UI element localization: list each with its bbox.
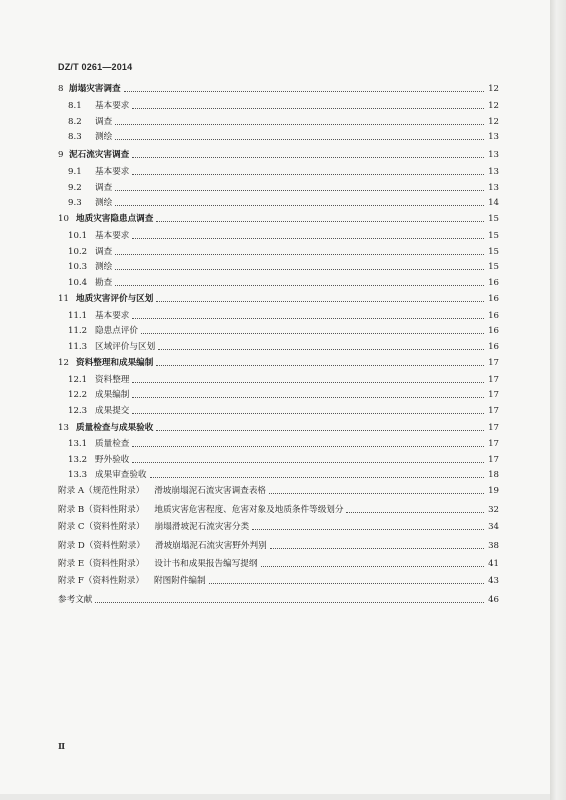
- toc-entry-title: 测绘: [95, 132, 113, 142]
- toc-entry: [68, 274, 499, 288]
- toc-leader-dots: [132, 316, 484, 319]
- toc-entry-page: 17: [488, 455, 499, 465]
- toc-entry-title: 崩塌滑坡泥石流灾害分类: [154, 522, 250, 532]
- toc-entry-title: 资料整理: [95, 375, 130, 385]
- toc-leader-dots: [132, 155, 484, 158]
- toc-entry-page: 17: [488, 423, 499, 433]
- toc-entry: [68, 258, 499, 272]
- toc-leader-dots: [115, 122, 484, 125]
- toc-entry-title: 基本要求: [95, 311, 130, 321]
- toc-entry-number: 9.2: [68, 183, 82, 193]
- toc-entry-page: 43: [488, 576, 499, 586]
- toc-entry-page: 15: [488, 247, 499, 257]
- toc-entry-number: 8.3: [68, 132, 82, 142]
- toc-entry-page: 13: [488, 167, 499, 177]
- toc-entry-number: 10.3: [68, 262, 88, 272]
- toc-leader-dots: [132, 236, 484, 239]
- toc-entry-number: 11.3: [68, 342, 88, 352]
- toc-entry-title: 测绘: [95, 198, 113, 208]
- toc-entry: [68, 338, 499, 352]
- toc-leader-dots: [156, 299, 484, 302]
- toc-entry-number: 9.3: [68, 198, 82, 208]
- toc-entry-title: 资料整理和成果编制: [76, 358, 154, 368]
- toc-leader-dots: [269, 491, 484, 494]
- toc-leader-dots: [270, 546, 484, 549]
- toc-entry-title: 滑坡崩塌泥石流灾害调查表格: [154, 486, 267, 496]
- toc-entry-page: 32: [488, 505, 499, 515]
- toc-entry-number: 附录 E（资料性附录）: [58, 559, 145, 569]
- toc-entry-title: 基本要求: [95, 167, 130, 177]
- toc-entry: [58, 591, 499, 605]
- toc-entry-page: 38: [488, 541, 499, 551]
- toc-entry-title: 成果审查验收: [95, 470, 147, 480]
- toc-entry-number: 10.2: [68, 247, 88, 257]
- toc-entry: [68, 179, 499, 193]
- toc-entry-page: 12: [488, 117, 499, 127]
- toc-entry: [68, 243, 499, 257]
- toc-entry-title: 参考文献: [58, 595, 93, 605]
- toc-entry-title: 附图附件编制: [154, 576, 206, 586]
- toc-entry-number: 10.1: [68, 231, 88, 241]
- toc-entry: [68, 402, 499, 416]
- toc-leader-dots: [346, 510, 484, 513]
- toc-leader-dots: [156, 428, 484, 431]
- toc-entry-page: 17: [488, 406, 499, 416]
- toc-entry-page: 16: [488, 278, 499, 288]
- toc-entry-number: 12: [58, 358, 69, 368]
- toc-entry-title: 地质灾害评价与区划: [76, 294, 154, 304]
- toc-entry-page: 14: [488, 198, 499, 208]
- toc-entry-page: 16: [488, 294, 499, 304]
- toc-entry-page: 17: [488, 390, 499, 400]
- toc-leader-dots: [261, 564, 485, 567]
- toc-entry-title: 地质灾害隐患点调查: [76, 214, 154, 224]
- toc-entry-page: 12: [488, 101, 499, 111]
- toc-leader-dots: [132, 444, 484, 447]
- toc-entry-page: 17: [488, 358, 499, 368]
- toc-entry-page: 13: [488, 150, 499, 160]
- toc-entry-title: 基本要求: [95, 101, 130, 111]
- toc-entry-number: 10: [58, 214, 69, 224]
- toc-entry: [58, 518, 499, 532]
- toc-entry: [68, 194, 499, 208]
- toc-leader-dots: [132, 411, 484, 414]
- toc-entry-number: 11.1: [68, 311, 88, 321]
- toc-entry: [68, 307, 499, 321]
- toc-entry-number: 附录 A（规范性附录）: [58, 486, 145, 496]
- toc-entry: [68, 466, 499, 480]
- toc-entry-title: 隐患点评价: [95, 326, 138, 336]
- toc-entry-number: 12.3: [68, 406, 88, 416]
- toc-entry-page: 13: [488, 183, 499, 193]
- toc-entry-page: 15: [488, 231, 499, 241]
- toc-entry-page: 16: [488, 326, 499, 336]
- toc-entry-title: 区域评价与区划: [95, 342, 156, 352]
- toc-entry-page: 17: [488, 439, 499, 449]
- toc-entry-number: 13.3: [68, 470, 88, 480]
- toc-entry-page: 16: [488, 342, 499, 352]
- toc-leader-dots: [252, 527, 484, 530]
- toc-entry-title: 崩塌灾害调查: [69, 84, 121, 94]
- toc-entry-title: 调查: [95, 247, 113, 257]
- toc-entry: [68, 163, 499, 177]
- toc-entry-page: 15: [488, 262, 499, 272]
- toc-entry-title: 野外验收: [95, 455, 130, 465]
- toc-entry-number: 附录 B（资料性附录）: [58, 505, 145, 515]
- toc-leader-dots: [150, 475, 484, 478]
- toc-entry: [58, 572, 499, 586]
- toc-entry-number: 8.2: [68, 117, 82, 127]
- toc-leader-dots: [115, 283, 484, 286]
- toc-entry-number: 12.1: [68, 375, 88, 385]
- toc-entry: [58, 146, 499, 160]
- toc-entry-number: 8: [58, 84, 64, 94]
- toc-leader-dots: [156, 363, 484, 366]
- toc-entry-number: 9.1: [68, 167, 82, 177]
- toc-leader-dots: [115, 252, 484, 255]
- toc-entry: [68, 322, 499, 336]
- toc-entry-title: 调查: [95, 183, 113, 193]
- toc-entry-title: 滑坡崩塌泥石流灾害野外判别: [154, 541, 267, 551]
- toc-entry-page: 12: [488, 84, 499, 94]
- toc-entry-number: 11.2: [68, 326, 88, 336]
- toc-entry-title: 设计书和成果报告编写提纲: [154, 559, 258, 569]
- toc-entry: [58, 210, 499, 224]
- toc-leader-dots: [132, 395, 484, 398]
- toc-entry-number: 10.4: [68, 278, 88, 288]
- toc-entry-number: 13.1: [68, 439, 88, 449]
- toc-entry-number: 13: [58, 423, 69, 433]
- toc-entry: [58, 80, 499, 94]
- toc-entry-title: 泥石流灾害调查: [69, 150, 130, 160]
- toc-entry-page: 34: [488, 522, 499, 532]
- toc-entry-number: 12.2: [68, 390, 88, 400]
- toc-entry: [68, 128, 499, 142]
- toc-entry-page: 41: [488, 559, 499, 569]
- page-number-footer: Ⅱ: [58, 742, 66, 752]
- toc-entry-title: 测绘: [95, 262, 113, 272]
- toc-entry-title: 成果提交: [95, 406, 130, 416]
- toc-entry: [58, 290, 499, 304]
- toc-leader-dots: [124, 89, 484, 92]
- toc-entry-title: 勘查: [95, 278, 113, 288]
- toc-leader-dots: [115, 267, 484, 270]
- toc-leader-dots: [156, 219, 484, 222]
- toc-entry-page: 13: [488, 132, 499, 142]
- toc-leader-dots: [132, 460, 484, 463]
- toc-entry: [68, 371, 499, 385]
- toc-entry: [58, 482, 499, 496]
- toc-entry-page: 17: [488, 375, 499, 385]
- toc-leader-dots: [115, 137, 484, 140]
- toc-leader-dots: [132, 380, 484, 383]
- toc-entry-page: 46: [488, 595, 499, 605]
- toc-entry-title: 地质灾害危害程度、危害对象及地质条件等级划分: [154, 505, 344, 515]
- toc-leader-dots: [115, 203, 484, 206]
- toc-leader-dots: [95, 600, 484, 603]
- toc-entry-number: 附录 D（资料性附录）: [58, 541, 145, 551]
- toc-entry-number: 9: [58, 150, 64, 160]
- toc-entry: [68, 386, 499, 400]
- toc-entry: [58, 501, 499, 515]
- toc-leader-dots: [158, 347, 484, 350]
- toc-entry-page: 19: [488, 486, 499, 496]
- toc-entry-page: 18: [488, 470, 499, 480]
- toc-entry: [58, 354, 499, 368]
- toc-entry: [58, 419, 499, 433]
- toc-entry: [68, 451, 499, 465]
- toc-entry-title: 质量检查与成果验收: [76, 423, 154, 433]
- toc-leader-dots: [132, 172, 484, 175]
- toc-entry: [68, 113, 499, 127]
- toc-entry: [68, 97, 499, 111]
- toc-entry-title: 调查: [95, 117, 113, 127]
- toc-entry-number: 11: [58, 294, 69, 304]
- standard-number-header: DZ/T 0261—2014: [58, 62, 133, 72]
- toc-entry: [68, 227, 499, 241]
- toc-entry-title: 成果编制: [95, 390, 130, 400]
- toc-leader-dots: [115, 188, 484, 191]
- toc-entry-number: 8.1: [68, 101, 82, 111]
- toc-entry-number: 附录 C（资料性附录）: [58, 522, 145, 532]
- toc-entry-number: 13.2: [68, 455, 88, 465]
- toc-leader-dots: [141, 331, 484, 334]
- toc-entry-number: 附录 F（资料性附录）: [58, 576, 145, 586]
- page-edge-shadow: [550, 0, 566, 800]
- toc-entry: [58, 555, 499, 569]
- toc-entry-page: 16: [488, 311, 499, 321]
- toc-leader-dots: [209, 581, 484, 584]
- toc-entry-title: 质量检查: [95, 439, 130, 449]
- toc-entry: [58, 537, 499, 551]
- toc-entry: [68, 435, 499, 449]
- toc-entry-page: 15: [488, 214, 499, 224]
- toc-entry-title: 基本要求: [95, 231, 130, 241]
- toc-leader-dots: [132, 106, 484, 109]
